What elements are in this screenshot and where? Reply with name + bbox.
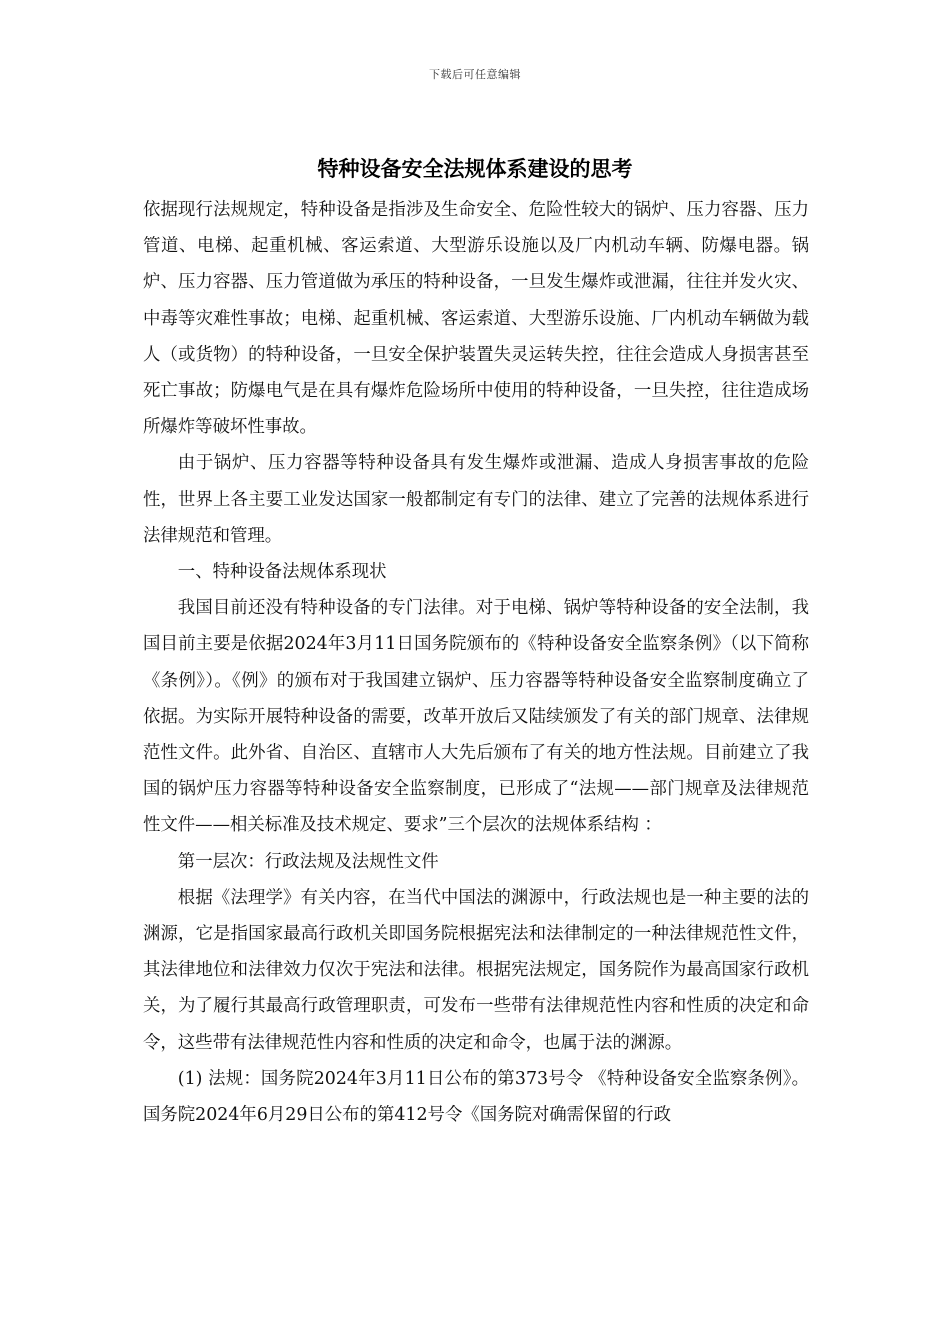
document-body — [143, 192, 809, 1133]
subheading-level-1: 第一层次：行政法规及法规性文件 — [177, 851, 439, 872]
paragraph-risk: 由于锅炉、压力容器等特种设备具有发生爆炸或泄漏、造成人身损害事故的危险性，世界上各主要工业发达国家一般都制定有专门的法律、建立了完善的法规体系进行法律规范和管理。 — [143, 453, 809, 546]
header-note: 下载后可任意编辑 — [429, 68, 521, 81]
paragraph-jurisprudence: 根据《法理学》有关内容，在当代中国法的渊源中，行政法规也是一种主要的法的渊源，它是指国家最高行政机关即国务院根据宪法和法律制定的一种法律规范性文件，其法律地位和法律效力仅次于宪法和法律。根据宪法规定，国务院作为最高国家行政机关，为了履行其最高行政管理职责，可发布一些带有法律规范性内容和性质的决定和命令，这些带有法律规范性内容和性质的决定和命令，也属于法的渊源。 — [143, 887, 809, 1053]
paragraph-intro: 依据现行法规规定，特种设备是指涉及生命安全、危险性较大的锅炉、压力容器、压力管道、电梯、起重机械、客运索道、大型游乐设施以及厂内机动车辆、防爆电器。锅炉、压力容器、压力管道做为承压的特种设备，一旦发生爆炸或泄漏，往往并发火灾、中毒等灾难性事故；电梯、起重机械、客运索道、大型游乐设施、厂内机动车辆做为载人（或货物）的特种设备，一旦安全保护装置失灵运转失控，往往会造成人身损害甚至死亡事故；防爆电气是在具有爆炸危险场所中使用的特种设备，一旦失控，往往造成场所爆炸等破坏性事故。 — [143, 200, 809, 438]
section-heading-1: 一、特种设备法规体系现状 — [177, 562, 387, 583]
paragraph-status: 我国目前还没有特种设备的专门法律。对于电梯、锅炉等特种设备的安全法制，我国目前主要是依据2024年3月11日国务院颁布的《特种设备安全监察条例》（以下简称《条例》）。《例》的颁布对于我国建立锅炉、压力容器等特种设备安全监察制度确立了依据。为实际开展特种设备的需要，改革开放后又陆续颁发了有关的部门规章、法律规范性文件。此外省、自治区、直辖市人大先后颁布了有关的地方性法规。目前建立了我国的锅炉压力容器等特种设备安全监察制度，已形成了“法规——部门规章及法律规范性文件——相关标准及技术规定、要求”三个层次的法规体系结构 ： — [143, 598, 809, 836]
paragraph-regulations: (1) 法规：国务院2024年3月11日公布的第373号令 《特种设备安全监察条例》。国务院2024年6月29日公布的第412号令《国务院对确需保留的行政 — [143, 1068, 809, 1126]
document-title: 特种设备安全法规体系建设的思考 — [317, 156, 633, 181]
